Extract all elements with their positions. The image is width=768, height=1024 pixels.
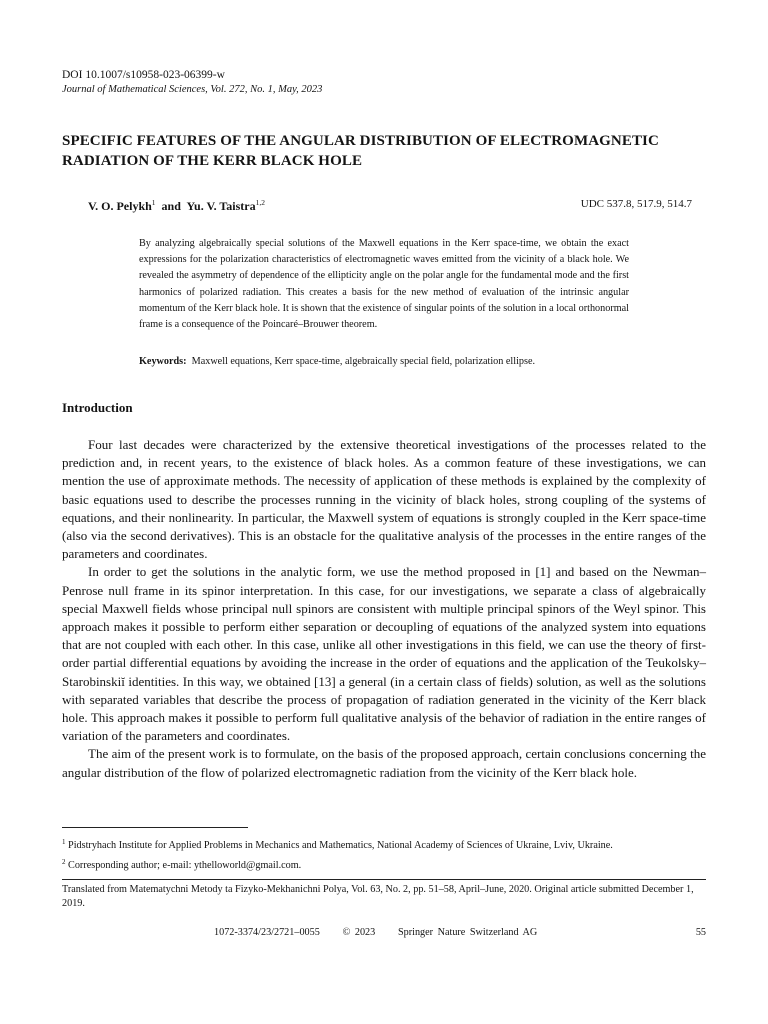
paragraph: The aim of the present work is to formulate, on the basis of the proposed approach, certain conclusions concerning the angular distribution of the flow of polarized electromagnetic radiation from the vicinity of the Kerr black hole. <box>62 746 706 780</box>
author-conjunction: and <box>161 199 181 213</box>
abstract: By analyzing algebraically special solutions of the Maxwell equations in the Kerr space-time, we obtain the exact expressions for the polarization characteristics of electromagnetic waves emitted from the vicinity of a black hole. We revealed the asymmetry of dependence of the ellipticity angle on the polar angle for the fundamental mode and the first harmonics of polarized radiation. This creates a basis for the new method of evaluation of the intrinsic angular momentum of the Kerr black hole. It is shown that the existence of singular points of the solution in a local orthonormal frame is a consequence of the Poincaré–Brouwer theorem. <box>139 238 629 331</box>
copyright: © 2023 <box>342 927 376 938</box>
keywords-label: Keywords: <box>139 356 187 367</box>
affiliation-mark: 1 <box>151 198 156 207</box>
issn: 1072-3374/23/2721–0055 <box>214 927 320 938</box>
paragraph: In order to get the solutions in the analytic form, we use the method proposed in [1] and based on the Newman–Penrose null frame in its spinor interpretation. In this case, for our investigations, we separate a class of algebraically special Maxwell fields whose principal null spinors are consistent with multiple principal spinors of the Weyl spinor. This approach makes it possible to perform either separation or decoupling of equations of the analyzed system into equations that are not coupled with each other. In this case, unlike all other investigations in this field, we can use the theory of first-order partial differential equations by avoiding the increase in the order of equations and the application of the Teukolsky–Starobinskiĭ identities. In this way, we obtained [13] a general (in a certain class of fields) solution, as well as the solutions with separated variables that describe the process of propagation of radiation generated in the vicinity of the Kerr black hole. This approach makes it possible to perform full qualitative analysis of the behavior of radiation in the entire ranges of variation of the parameters and coordinates. <box>62 564 706 744</box>
footnote-mark: 2 <box>62 858 66 866</box>
keywords <box>139 355 629 369</box>
paragraph: Four last decades were characterized by the extensive theoretical investigations of the processes related to the prediction and, in recent years, to the existence of black holes. As a common feature of these investigations, we can mention the use of approximate methods. The necessity of application of these methods is explained by the complexity of basic equations used to describe the processes running in the vicinity of black holes, strong coupling of the systems of equations, and their nonlinearity. In particular, the Maxwell system of equations is strongly coupled in the Kerr space-time (also via the second derivatives). This is an obstacle for the qualitative analysis of the processes in the entire ranges of the parameters and coordinates. <box>62 437 706 562</box>
paper-title: SPECIFIC FEATURES OF THE ANGULAR DISTRIBUTION OF ELECTROMAGNETIC RADIATION OF THE KERR BLACK HOLE <box>62 133 659 169</box>
translation-divider <box>62 879 706 880</box>
footnote-mark: 1 <box>62 838 66 846</box>
page-number: 55 <box>695 927 706 938</box>
page-footer <box>214 926 537 939</box>
footnote-divider <box>62 827 248 828</box>
footnotes <box>62 834 722 874</box>
udc-code: UDC 537.8, 517.9, 514.7 <box>580 198 692 210</box>
section-heading: Introduction <box>62 400 133 415</box>
affiliation-mark: 1,2 <box>255 198 265 207</box>
journal-citation: Journal of Mathematical Sciences, Vol. 272, No. 1, May, 2023 <box>62 84 323 95</box>
footnote-text: Pidstryhach Institute for Applied Problems in Mechanics and Mathematics, National Academy of Sciences of Ukraine, Lviv, Ukraine. <box>68 840 613 851</box>
footnote <box>62 834 722 854</box>
author-name: V. O. Pelykh <box>88 199 152 213</box>
keywords-text: Maxwell equations, Kerr space-time, algebraically special field, polarization ellipse. <box>191 356 536 367</box>
author-name: Yu. V. Taistra <box>186 199 256 213</box>
doi: DOI 10.1007/s10958-023-06399-w <box>62 69 225 81</box>
translation-note: Translated from Matematychni Metody ta Fizyko-Mekhanichni Polya, Vol. 63, No. 2, pp. 51–58, April–June, 2020. Original article submitted December 1, 2019. <box>62 884 694 909</box>
publisher: Springer Nature Switzerland AG <box>397 927 538 938</box>
authors <box>88 195 265 214</box>
footnote-text: Corresponding author; e-mail: ythelloworld@gmail.com. <box>68 860 302 871</box>
footnote <box>62 854 722 874</box>
body-text <box>62 436 706 782</box>
